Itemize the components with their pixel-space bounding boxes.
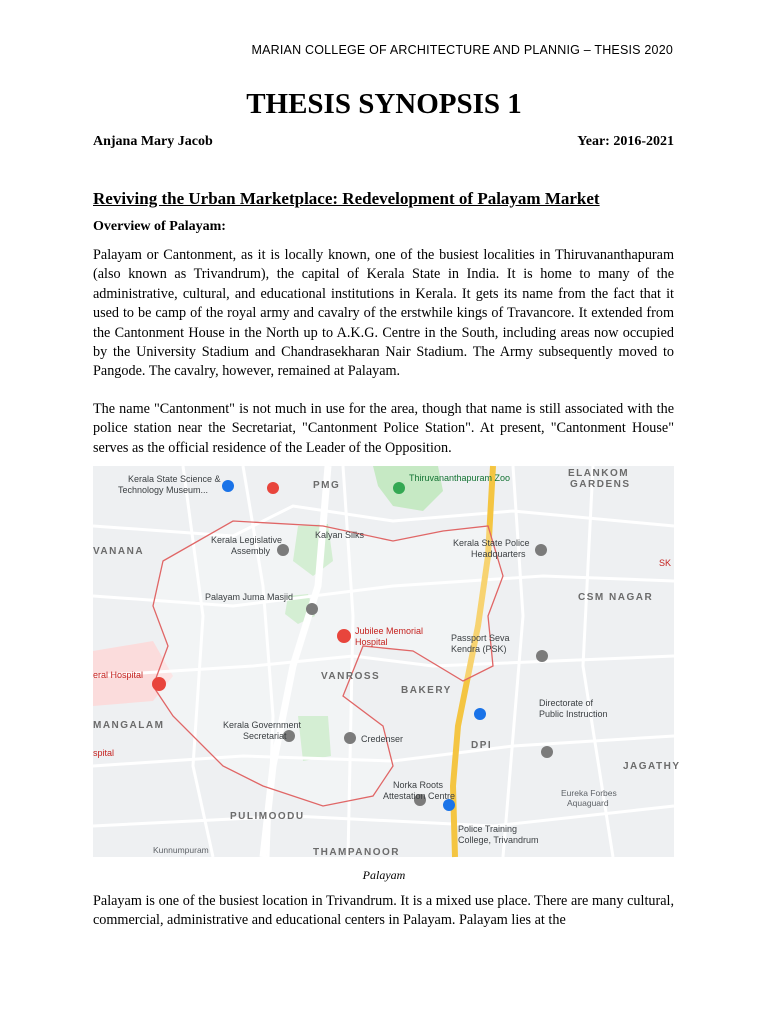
map-caption: Palayam bbox=[362, 868, 406, 882]
paragraph-overview: Palayam or Cantonment, as it is locally known, one of the busiest localities in Thiruvananthapuram (also known as Trivandrum), the capital of Kerala State in India. It is home to many of the administrative, cultural, and educational institutions in Kerala. It gets its name from the fact that it used to be camp of the royal army and cavalry of the erstwhile kings of Travancore. It extended from the Cantonment House in the North up to A.K.G. Centre in the South, including areas now occupied by the University Stadium and Chandrasekharan Nair Stadium. The Army subsequently moved to Pangode. The cavalry, however, remained at Palayam. bbox=[93, 247, 674, 380]
masjid-pin-icon bbox=[306, 603, 318, 615]
thesis-subtitle: Reviving the Urban Marketplace: Redevelopment of Palayam Market bbox=[93, 189, 600, 208]
map-label: Jubilee Memorial bbox=[355, 626, 424, 636]
dpi-pin-icon bbox=[541, 746, 553, 758]
palayam-map bbox=[93, 466, 681, 858]
hospital-pin-icon bbox=[267, 482, 279, 494]
map-label: Secretariat bbox=[243, 731, 287, 741]
map-label: Kunnumpuram bbox=[153, 845, 209, 855]
map-graphic bbox=[93, 466, 681, 858]
map-label: Eureka Forbes bbox=[561, 788, 617, 798]
map-label: CSM NAGAR bbox=[578, 592, 654, 603]
map-label: PMG bbox=[313, 480, 341, 491]
passport-pin-icon bbox=[536, 650, 548, 662]
map-label: Kerala State Police bbox=[453, 538, 530, 548]
paragraph-cantonment: The name "Cantonment" is not much in use for the area, though that name is still associated with the police station near the Secretariat, "Cantonment Police Station". At present, "Cantonment House" serves as the official residence of the Leader of the Opposition. bbox=[93, 401, 674, 456]
map-label: JAGATHY bbox=[623, 761, 681, 772]
map-label: VANANA bbox=[93, 546, 145, 557]
map-label: VANROSS bbox=[321, 671, 381, 682]
map-label: MANGALAM bbox=[93, 720, 165, 731]
year-range: Year: 2016-2021 bbox=[577, 134, 674, 149]
map-label: eral Hospital bbox=[93, 670, 144, 680]
museum-pin-icon bbox=[222, 480, 234, 492]
map-label: DPI bbox=[471, 740, 493, 751]
map-label: Hospital bbox=[355, 637, 388, 647]
map-label: Passport Seva bbox=[451, 633, 510, 643]
document-title: THESIS SYNOPSIS 1 bbox=[246, 88, 522, 120]
map-label: Kerala Government bbox=[223, 720, 302, 730]
map-label: ELANKOM bbox=[568, 468, 630, 479]
map-label: College, Trivandrum bbox=[458, 835, 539, 845]
map-label: Public Instruction bbox=[539, 709, 608, 719]
map-label: Headquarters bbox=[471, 549, 526, 559]
map-label: THAMPANOOR bbox=[313, 847, 401, 858]
running-head: MARIAN COLLEGE OF ARCHITECTURE AND PLANNIG – THESIS 2020 bbox=[251, 43, 673, 57]
map-label: Thiruvananthapuram Zoo bbox=[409, 473, 511, 483]
author-name: Anjana Mary Jacob bbox=[93, 134, 213, 149]
credenser-pin-icon bbox=[344, 732, 356, 744]
directorate-pin-icon bbox=[474, 708, 486, 720]
map-label: BAKERY bbox=[401, 685, 452, 696]
zoo-pin-icon bbox=[393, 482, 405, 494]
map-label: SK bbox=[659, 558, 672, 568]
map-label: spital bbox=[93, 748, 115, 758]
map-label: Kerala State Science & bbox=[128, 474, 221, 484]
map-label: Kerala Legislative bbox=[211, 535, 283, 545]
map-label: Technology Museum... bbox=[118, 485, 209, 495]
map-label: Palayam Juma Masjid bbox=[205, 592, 294, 602]
palayam-boundary bbox=[153, 521, 503, 806]
map-label: Assembly bbox=[231, 546, 271, 556]
map-label: Norka Roots bbox=[393, 780, 444, 790]
map-label: Credenser bbox=[361, 734, 404, 744]
general-hospital-pin-icon bbox=[152, 677, 166, 691]
map-label: Police Training bbox=[458, 824, 518, 834]
map-label: Kalyan Silks bbox=[315, 530, 365, 540]
map-label: Kendra (PSK) bbox=[451, 644, 507, 654]
police-hq-pin-icon bbox=[535, 544, 547, 556]
map-label: GARDENS bbox=[570, 479, 631, 490]
map-label: Aquaguard bbox=[567, 798, 609, 808]
map-label: Directorate of bbox=[539, 698, 594, 708]
paragraph-busiest: Palayam is one of the busiest location in Trivandrum. It is a mixed use place. There are many cultural, commercial, administrative and educational centers in Palayam. Palayam lies at the bbox=[93, 893, 674, 929]
section-heading: Overview of Palayam: bbox=[93, 219, 226, 234]
legislative-pin-icon bbox=[277, 544, 289, 556]
map-label: Attestation Centre bbox=[383, 791, 456, 801]
map-label: PULIMOODU bbox=[230, 811, 305, 822]
jubilee-hospital-pin-icon bbox=[337, 629, 351, 643]
